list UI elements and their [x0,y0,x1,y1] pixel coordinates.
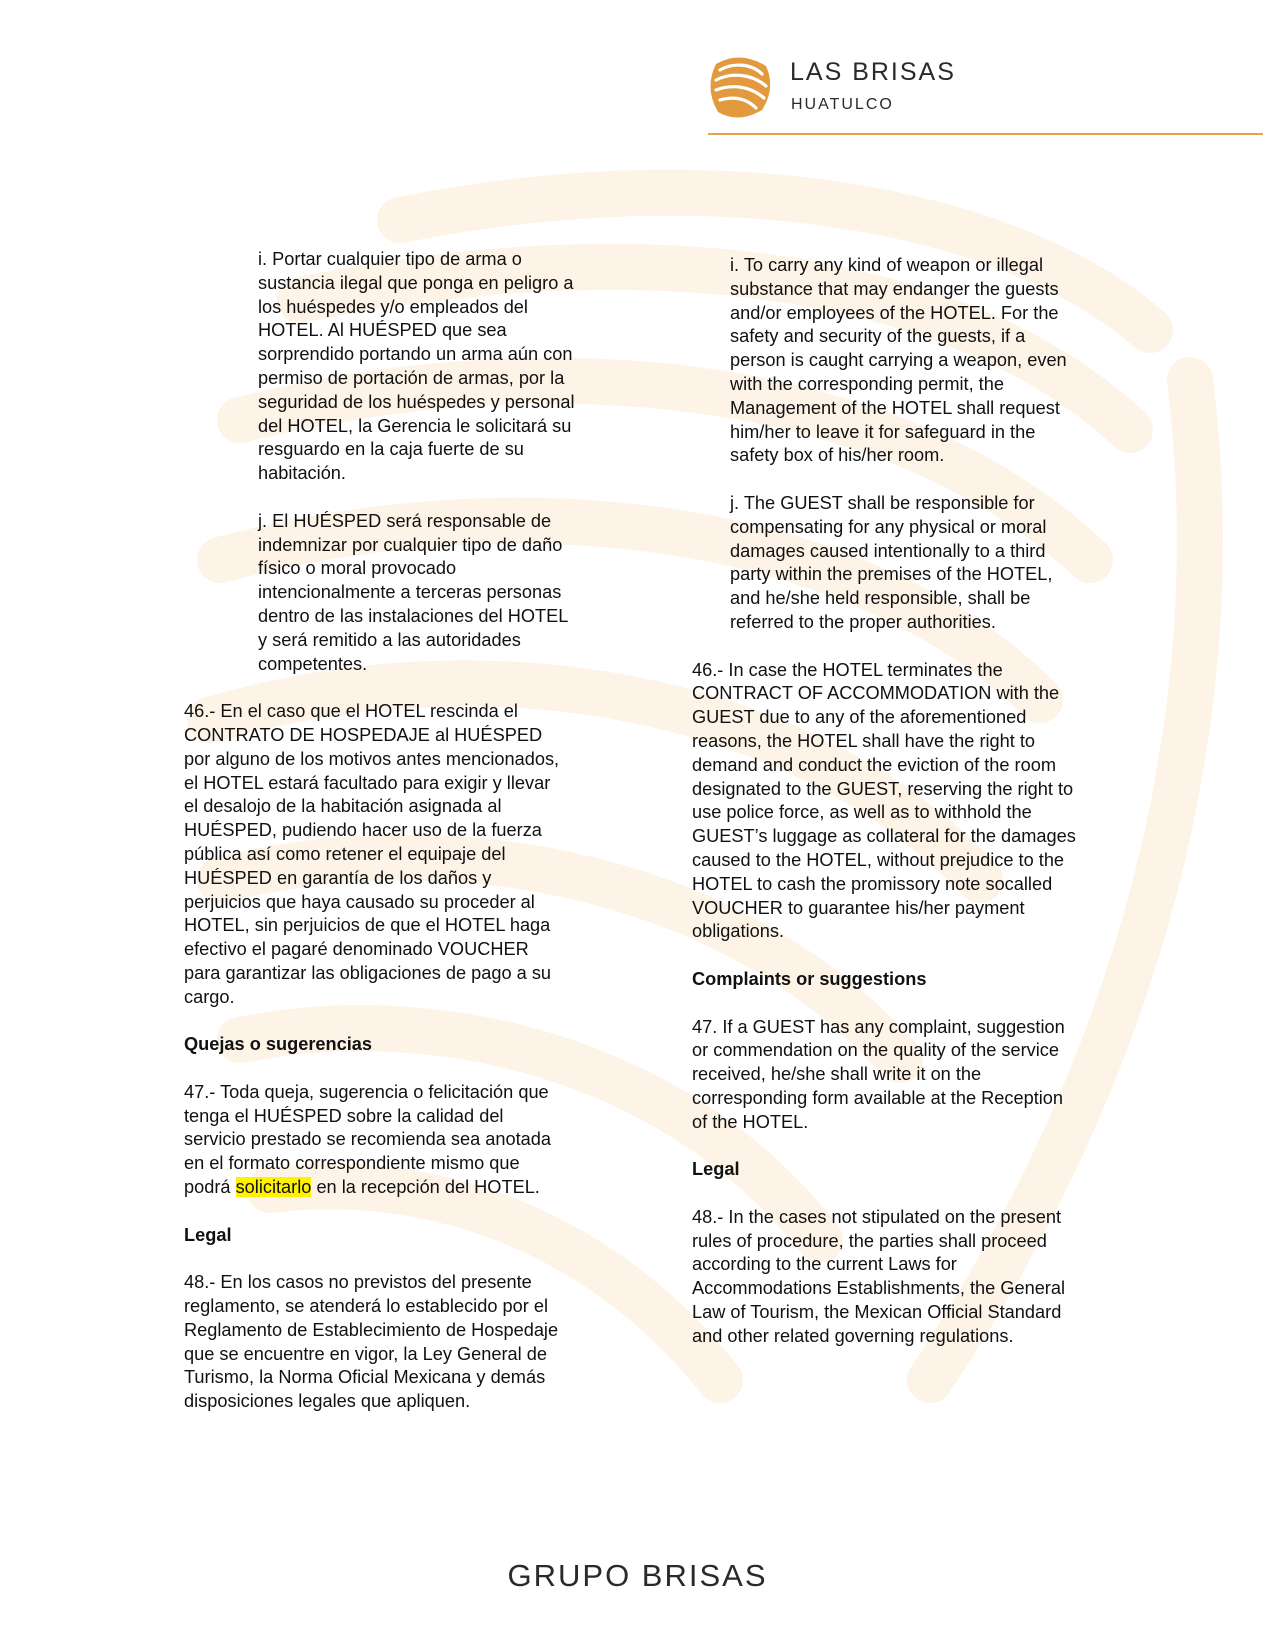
highlighted-word: solicitarlo [235,1177,312,1198]
es-clause-46: 46.- En el caso que el HOTEL rescinda el CONTRATO DE HOSPEDAJE al HUÉSPED por alguno de los motivos antes mencionados, el HOTEL estará facultado para exigir y llevar el desalojo de la habitación asignada al HUÉSPED, pudiendo hacer uso de la fuerza pública así como retener el equipaje del HUÉSPED en garantía de los daños y perjuicios que haya causado su proceder al HOTEL, sin perjuicios de que el HOTEL haga efectivo el pagaré denominado VOUCHER para garantizar las obligaciones de pago a su cargo. [184,701,560,1007]
spanish-column [184,248,639,1414]
en-heading-complaints: Complaints or suggestions [692,968,927,989]
brand-subtitle: HUATULCO [791,96,894,113]
es-clause-47 [184,1081,639,1200]
english-column [692,254,1172,1349]
es-heading-legal: Legal [184,1224,232,1245]
brand-name: LAS BRISAS [790,58,956,86]
en-clause-47: 47. If a GUEST has any complaint, suggestion or commendation on the quality of the service received, he/she shall write it on the corresponding form available at the Reception of the HOTEL. [692,1016,1065,1132]
en-clause-48: 48.- In the cases not stipulated on the present rules of procedure, the parties shall proceed according to the current Laws for Accommodations Establishments, the General Law of Tourism, the Mexican Official Standard and other related governing regulations. [692,1206,1066,1346]
header-divider [708,133,1263,135]
en-clause-46: 46.- In case the HOTEL terminates the CONTRACT OF ACCOMMODATION with the GUEST due to any of the aforementioned reasons, the HOTEL shall have the right to demand and conduct the eviction of the room designated to the GUEST, reserving the right to use police force, as well as to withhold the GUEST’s luggage as collateral for the damages caused to the HOTEL, without prejudice to the HOTEL to cash the promissory note socalled VOUCHER to guarantee his/her payment obligations. [692,659,1076,942]
es-item-j: j. El HUÉSPED será responsable de indemnizar por cualquier tipo de daño físico o moral provocado intencionalmente a terceras personas dentro de las instalaciones del HOTEL y será remitido a las autoridades competentes. [258,510,569,674]
es-clause-48: 48.- En los casos no previstos del presente reglamento, se atenderá lo establecido por el Reglamento de Establecimiento de Hospedaje que se encuentre en vigor, la Ley General de Turismo, la Norma Oficial Mexicana y demás disposiciones legales que apliquen. [184,1272,559,1412]
en-heading-legal: Legal [692,1159,740,1180]
es-heading-complaints: Quejas o sugerencias [184,1034,373,1055]
header-logo [708,50,1268,130]
es-clause-47-end: en la recepción del HOTEL. [311,1177,540,1198]
en-item-i: i. To carry any kind of weapon or illegal substance that may endanger the guests and/or employees of the HOTEL. For the safety and security of the guests, if a person is caught carrying a weapon, even with the corresponding permit, the Management of the HOTEL shall request him/her to leave it for safeguard in the safety box of his/her room. [730,255,1067,466]
las-brisas-wave-logo-icon [708,52,772,120]
es-clause-47-start: 47.- Toda queja, sugerencia o felicitación que tenga el HUÉSPED sobre la calidad del servicio prestado se recomienda sea anotada en el formato correspondiente mismo que podrá [184,1081,552,1198]
es-item-i: i. Portar cualquier tipo de arma o sustancia ilegal que ponga en peligro a los huéspedes y/o empleados del HOTEL. Al HUÉSPED que sea sorprendido portando un arma aún con permiso de portación de armas, por la seguridad de los huéspedes y personal del HOTEL, la Gerencia le solicitará su resguardo en la caja fuerte de su habitación. [258,249,575,484]
footer-brand: GRUPO BRISAS [507,1558,768,1593]
en-item-j: j. The GUEST shall be responsible for compensating for any physical or moral damages caused intentionally to a third party within the premises of the HOTEL, and he/she held responsible, shall be referred to the proper authorities. [730,492,1053,632]
